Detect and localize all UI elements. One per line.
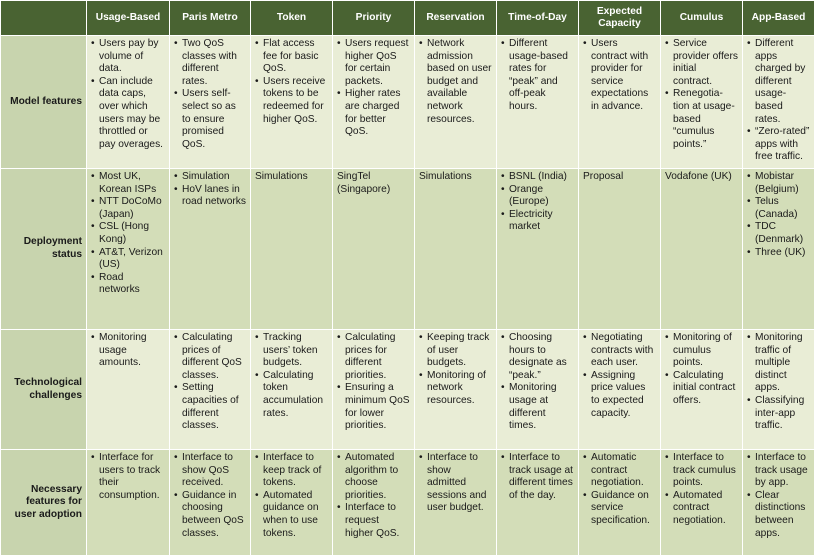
bullet-list <box>501 452 574 502</box>
bullet-item: • Mobistar (Belgium) <box>747 171 810 196</box>
bullet-list <box>665 452 738 528</box>
bullet-item: • TDC (Denmark) <box>747 221 810 246</box>
table-cell <box>415 330 497 450</box>
cell-text: SingTel (Singapore) <box>337 171 391 195</box>
table-cell <box>415 450 497 556</box>
table-cell <box>87 36 170 169</box>
bullet-list <box>255 38 328 126</box>
column-header-cumulus: Cumulus <box>661 1 743 36</box>
table-cell <box>170 450 251 556</box>
bullet-item: • Choosing hours to designate as “peak.” <box>501 332 574 382</box>
bullet-item: • CSL (Hong Kong) <box>91 221 165 246</box>
table-cell <box>251 36 333 169</box>
corner-cell <box>1 1 87 36</box>
table-cell <box>333 450 415 556</box>
table-row-technological-challenges <box>1 330 814 450</box>
bullet-item: • “Zero-rated” apps with free traffic. <box>747 126 810 164</box>
bullet-item: • Service provider offers initial contract. <box>665 38 738 88</box>
bullet-item: • Automated guidance on when to use tokens. <box>255 490 328 540</box>
bullet-item: • Calculating token accumulation rates. <box>255 370 328 420</box>
table-cell <box>743 169 814 330</box>
bullet-list <box>174 171 246 209</box>
bullet-item: • Users self-select so as to ensure promised QoS. <box>174 88 246 151</box>
bullet-item: • HoV lanes in road networks <box>174 184 246 209</box>
bullet-item: • Calculating prices for different priorities. <box>337 332 410 382</box>
bullet-list <box>174 38 246 151</box>
bullet-item: • Monitoring of cumulus points. <box>665 332 738 370</box>
bullet-item: • Interface for users to track their consumption. <box>91 452 165 502</box>
bullet-item: • Interface to track usage at different times of the day. <box>501 452 574 502</box>
table-row-deployment-status <box>1 169 814 330</box>
table-cell <box>415 169 497 330</box>
column-header-expected-capacity: Expected Capacity <box>579 1 661 36</box>
column-header-app-based: App-Based <box>743 1 814 36</box>
bullet-list <box>583 332 656 420</box>
bullet-item: • Can include data caps, over which users may be throttled or pay overages. <box>91 76 165 152</box>
table-cell <box>87 330 170 450</box>
table-cell <box>579 330 661 450</box>
table-body <box>1 36 814 556</box>
bullet-list <box>337 452 410 540</box>
bullet-list <box>501 38 574 114</box>
bullet-list <box>91 332 165 370</box>
table-cell <box>333 169 415 330</box>
bullet-list <box>665 38 738 151</box>
bullet-list <box>91 38 165 151</box>
bullet-item: • Interface to track usage by app. <box>747 452 810 490</box>
bullet-item: • Keeping track of user budgets. <box>419 332 492 370</box>
table-cell <box>497 169 579 330</box>
bullet-list <box>419 452 492 515</box>
bullet-list <box>747 38 810 164</box>
bullet-list <box>501 332 574 433</box>
bullet-item: • Clear distinctions between apps. <box>747 490 810 540</box>
table-cell <box>497 450 579 556</box>
cell-text: Simulations <box>255 171 308 182</box>
table-cell <box>251 169 333 330</box>
table-cell <box>251 450 333 556</box>
row-label: Technological challenges <box>1 330 87 450</box>
bullet-item: • Users contract with provider for service expectations in advance. <box>583 38 656 114</box>
table-cell <box>497 330 579 450</box>
bullet-list <box>419 332 492 408</box>
bullet-item: • Classifying inter-app traffic. <box>747 395 810 433</box>
header-row <box>1 1 814 36</box>
bullet-item: • Three (UK) <box>747 247 810 260</box>
bullet-list <box>91 171 165 297</box>
bullet-item: • Monitoring usage amounts. <box>91 332 165 370</box>
column-header-paris-metro: Paris Metro <box>170 1 251 36</box>
table-cell <box>170 169 251 330</box>
table-cell <box>743 450 814 556</box>
table-cell <box>251 330 333 450</box>
bullet-item: • Ensuring a minimum QoS for lower priorities. <box>337 382 410 432</box>
bullet-list <box>501 171 574 234</box>
bullet-item: • Automated contract negotiation. <box>665 490 738 528</box>
cell-text: Simulations <box>419 171 472 182</box>
table-cell <box>579 450 661 556</box>
row-label: Necessary features for user adoption <box>1 450 87 556</box>
bullet-item: • BSNL (India) <box>501 171 574 184</box>
bullet-item: • Interface to show QoS received. <box>174 452 246 490</box>
bullet-list <box>583 452 656 528</box>
table-cell <box>170 36 251 169</box>
bullet-list <box>419 38 492 126</box>
cell-text: Proposal <box>583 171 624 182</box>
bullet-list <box>337 332 410 433</box>
bullet-list <box>174 452 246 540</box>
bullet-item: • Orange (Europe) <box>501 184 574 209</box>
column-header-priority: Priority <box>333 1 415 36</box>
bullet-item: • Interface to show admitted sessions and user budget. <box>419 452 492 515</box>
bullet-list <box>255 332 328 420</box>
table-cell <box>497 36 579 169</box>
bullet-item: • Renegotia-tion at usage-based “cumulus points.” <box>665 88 738 151</box>
bullet-item: • NTT DoCoMo (Japan) <box>91 196 165 221</box>
bullet-list <box>747 452 810 540</box>
bullet-list <box>91 452 165 502</box>
table-cell <box>579 169 661 330</box>
bullet-item: • Interface to keep track of tokens. <box>255 452 328 490</box>
bullet-item: • Negotiating contracts with each user. <box>583 332 656 370</box>
bullet-item: • Guidance in choosing between QoS classes. <box>174 490 246 540</box>
table-cell <box>333 330 415 450</box>
table-cell <box>415 36 497 169</box>
bullet-item: • Electricity market <box>501 209 574 234</box>
bullet-item: • Users request higher QoS for certain packets. <box>337 38 410 88</box>
bullet-item: • Two QoS classes with different rates. <box>174 38 246 88</box>
bullet-item: • Most UK, Korean ISPs <box>91 171 165 196</box>
bullet-item: • Interface to request higher QoS. <box>337 502 410 540</box>
bullet-item: • Automatic contract negotiation. <box>583 452 656 490</box>
bullet-item: • Calculating initial contract offers. <box>665 370 738 408</box>
table-cell <box>87 169 170 330</box>
bullet-item: • Guidance on service specification. <box>583 490 656 528</box>
column-header-token: Token <box>251 1 333 36</box>
bullet-item: • Higher rates are charged for better QoS. <box>337 88 410 138</box>
bullet-item: • Flat access fee for basic QoS. <box>255 38 328 76</box>
column-header-time-of-day: Time-of-Day <box>497 1 579 36</box>
table-row-model-features <box>1 36 814 169</box>
bullet-item: • Telus (Canada) <box>747 196 810 221</box>
bullet-item: • Assigning price values to expected capacity. <box>583 370 656 420</box>
bullet-item: • Network admission based on user budget and available network resources. <box>419 38 492 126</box>
bullet-list <box>337 38 410 139</box>
table-cell <box>743 36 814 169</box>
bullet-list <box>583 38 656 114</box>
bullet-item: • AT&T, Verizon (US) <box>91 247 165 272</box>
bullet-item: • Monitoring usage at different times. <box>501 382 574 432</box>
table-cell <box>743 330 814 450</box>
bullet-list <box>255 452 328 540</box>
bullet-item: • Setting capacities of different classes. <box>174 382 246 432</box>
column-header-usage-based: Usage-Based <box>87 1 170 36</box>
bullet-item: • Calculating prices of different QoS classes. <box>174 332 246 382</box>
table-cell <box>661 450 743 556</box>
table-cell <box>333 36 415 169</box>
bullet-item: • Different usage-based rates for “peak” and off-peak hours. <box>501 38 574 114</box>
bullet-item: • Users receive tokens to be redeemed for higher QoS. <box>255 76 328 126</box>
bullet-item: • Road networks <box>91 272 165 297</box>
bullet-list <box>174 332 246 433</box>
table-row-necessary-features-for-user-adoption <box>1 450 814 556</box>
table-cell <box>661 330 743 450</box>
bullet-item: • Monitoring traffic of multiple distinct apps. <box>747 332 810 395</box>
bullet-item: • Different apps charged by different usage-based rates. <box>747 38 810 126</box>
bullet-item: • Interface to track cumulus points. <box>665 452 738 490</box>
bullet-item: • Automated algorithm to choose priorities. <box>337 452 410 502</box>
bullet-item: • Monitoring of network resources. <box>419 370 492 408</box>
bullet-list <box>747 332 810 433</box>
bullet-item: • Tracking users’ token budgets. <box>255 332 328 370</box>
bullet-list <box>747 171 810 259</box>
bullet-list <box>665 332 738 408</box>
table-cell <box>661 169 743 330</box>
bullet-item: • Simulation <box>174 171 246 184</box>
row-label: Deployment status <box>1 169 87 330</box>
table-cell <box>87 450 170 556</box>
row-label: Model features <box>1 36 87 169</box>
table-cell <box>661 36 743 169</box>
table-cell <box>579 36 661 169</box>
bullet-item: • Users pay by volume of data. <box>91 38 165 76</box>
table-cell <box>170 330 251 450</box>
column-header-reservation: Reservation <box>415 1 497 36</box>
cell-text: Vodafone (UK) <box>665 171 732 182</box>
